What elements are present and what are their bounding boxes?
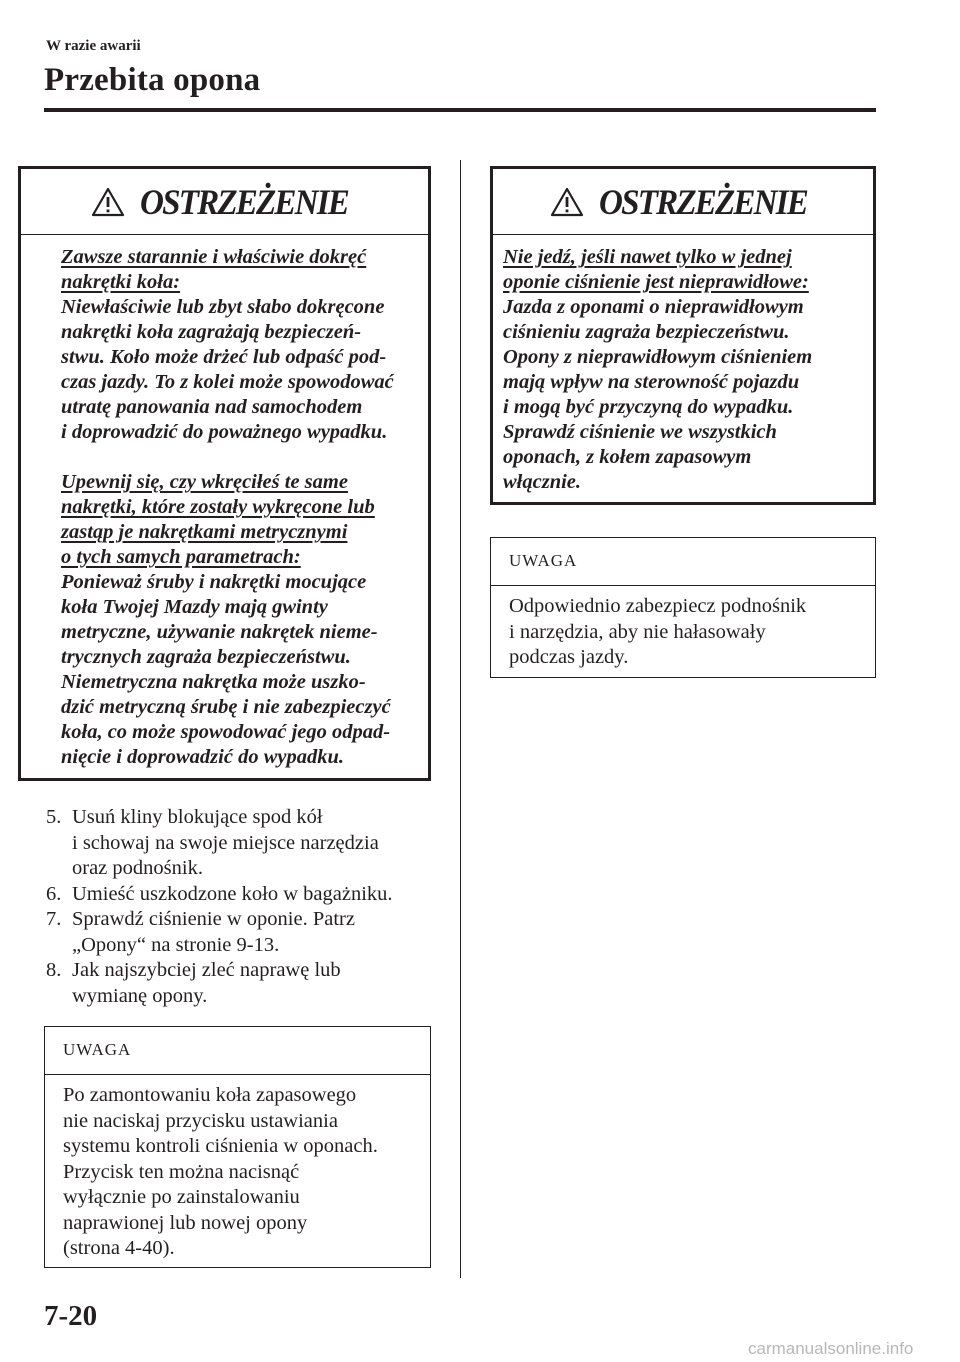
warning-text-line: i mogą być przyczyną do wypadku. <box>503 396 794 418</box>
step-line: Umieść uszkodzone koło w bagażniku. <box>72 882 393 905</box>
note-line: Przycisk ten można nacisnąć <box>63 1160 300 1183</box>
step-number: 5. <box>46 806 62 828</box>
warning-text-line: koła, co może spowodować jego odpad- <box>61 721 391 743</box>
warning-text-line: dzić metryczną śrubę i nie zabezpieczyć <box>61 696 391 718</box>
warning-box-wheel-nuts <box>18 166 431 781</box>
step-line: oraz podnośnik. <box>72 857 203 879</box>
warning-title: OSTRZEŻENIE <box>599 181 807 222</box>
note-line: podczas jazdy. <box>509 646 629 668</box>
note-body <box>491 586 875 671</box>
warning-text-line: nięcie i doprowadzić do wypadku. <box>61 746 345 768</box>
warning-lead-line: nakrętki koła: <box>61 271 181 293</box>
note-line: (strona 4-40). <box>63 1237 175 1259</box>
warning-text-line: stwu. Koło może drżeć lub odpaść pod- <box>61 346 387 368</box>
step-number: 6. <box>46 882 62 905</box>
title-rule <box>44 108 876 112</box>
step-line: Sprawdź ciśnienie w oponie. Patrz <box>72 908 355 930</box>
warning-lead-line: nakrętki, które zostały wykręcone lub <box>61 496 375 518</box>
warning-header <box>21 169 428 235</box>
step-number: 8. <box>46 959 62 981</box>
list-item <box>46 882 446 908</box>
step-line: „Opony“ na stronie 9-13. <box>72 933 280 956</box>
list-item <box>46 907 446 958</box>
section-label: W razie awarii <box>46 38 141 54</box>
warning-text-line: metryczne, używanie nakrętek nieme- <box>61 621 378 643</box>
warning-text-line: włącznie. <box>503 471 582 493</box>
note-line: Po zamontowaniu koła zapasowego <box>63 1084 357 1106</box>
note-line: Odpowiednio zabezpiecz podnośnik <box>509 595 807 617</box>
column-divider <box>460 160 461 1278</box>
warning-text-line: utratę panowania nad samochodem <box>61 396 363 418</box>
note-line: wyłącznie po zainstalowaniu <box>63 1186 300 1208</box>
warning-text-line: Ponieważ śruby i nakrętki mocujące <box>61 571 367 593</box>
list-item <box>46 958 446 1009</box>
watermark: carmanualsonline.info <box>748 1339 914 1358</box>
warning-text-line: Niewłaściwie lub zbyt słabo dokręcone <box>61 296 385 318</box>
warning-text-line: Niemetryczna nakrętka może uszko- <box>61 671 366 693</box>
note-line: nie naciskaj przycisku ustawiania <box>63 1109 338 1132</box>
page-title: Przebita opona <box>44 62 261 98</box>
warning-lead-line: zastąp je nakrętkami metrycznymi <box>61 521 348 543</box>
warning-text-line: koła Twojej Mazdy mają gwinty <box>61 596 328 618</box>
warning-text-line: ciśnieniu zagraża bezpieczeństwu. <box>503 321 790 343</box>
step-number: 7. <box>46 908 62 930</box>
warning-text-line: Jazda z oponami o nieprawidłowym <box>503 296 804 318</box>
warning-box-tire-pressure <box>490 166 876 505</box>
steps-list <box>46 805 446 1009</box>
step-line: Usuń kliny blokujące spod kół <box>72 806 323 828</box>
note-title: UWAGA <box>491 538 875 586</box>
warning-lead-line: oponie ciśnienie jest nieprawidłowe: <box>503 271 809 293</box>
warning-body <box>21 235 428 770</box>
note-line: systemu kontroli ciśnienia w oponach. <box>63 1135 378 1157</box>
step-line: wymianę opony. <box>72 984 208 1007</box>
warning-triangle-icon <box>550 187 584 217</box>
note-body <box>45 1075 430 1262</box>
step-line: Jak najszybciej zleć naprawę lub <box>72 959 341 981</box>
warning-lead-line: Zawsze starannie i właściwie dokręć <box>61 246 367 268</box>
warning-text-line: nakrętki koła zagrażają bezpieczeń- <box>61 321 362 343</box>
warning-text-line: trycznych zagraża bezpieczeństwu. <box>61 646 351 668</box>
warning-lead-line: o tych samych parametrach: <box>61 546 301 568</box>
step-line: i schowaj na swoje miejsce narzędzia <box>72 831 379 854</box>
warning-header <box>493 169 873 235</box>
warning-text-line: Sprawdź ciśnienie we wszystkich <box>503 421 777 443</box>
list-item <box>46 805 446 882</box>
warning-triangle-icon <box>91 187 125 217</box>
note-line: i narzędzia, aby nie hałasowały <box>509 620 766 643</box>
note-title: UWAGA <box>45 1027 430 1075</box>
note-box-tire-pressure-button <box>44 1026 431 1268</box>
page-number: 7-20 <box>44 1300 98 1332</box>
warning-title: OSTRZEŻENIE <box>140 181 349 222</box>
warning-text-line: mają wpływ na sterowność pojazdu <box>503 371 800 393</box>
warning-text-line: czas jazdy. To z kolei może spowodować <box>61 371 394 393</box>
warning-lead-line: Upewnij się, czy wkręciłeś te same <box>61 471 348 493</box>
note-line: naprawionej lub nowej opony <box>63 1211 308 1234</box>
warning-text-line: oponach, z kołem zapasowym <box>503 446 752 468</box>
warning-lead-line: Nie jedź, jeśli nawet tylko w jednej <box>503 246 792 268</box>
note-box-secure-jack <box>490 537 876 678</box>
warning-text-line: Opony z nieprawidłowym ciśnieniem <box>503 346 813 368</box>
warning-text-line: i doprowadzić do poważnego wypadku. <box>61 421 388 443</box>
warning-body <box>493 235 873 495</box>
